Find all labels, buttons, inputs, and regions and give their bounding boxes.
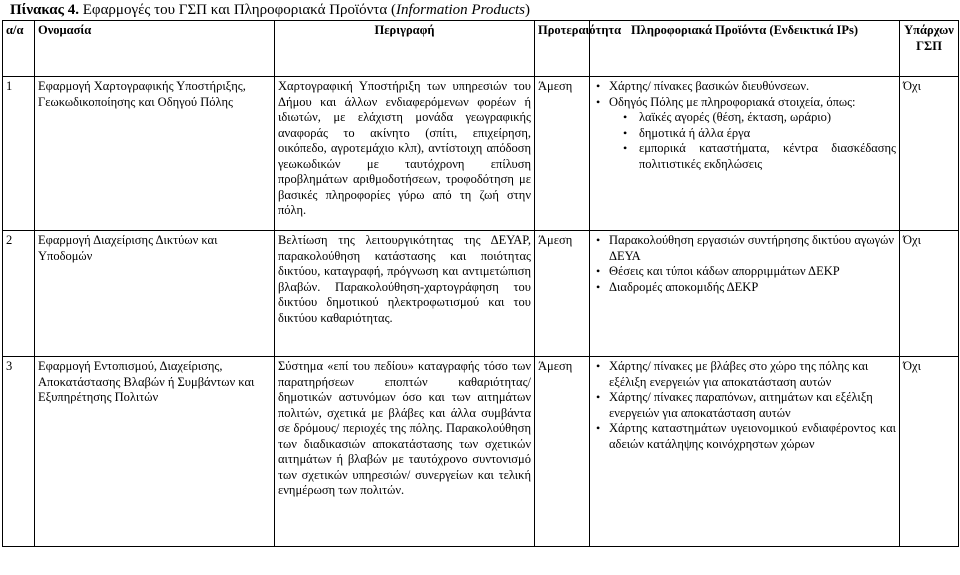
product-item: • Διαδρομές αποκομιδής ΔΕΚΡ [609,280,896,296]
product-subitem: • δημοτικά ή άλλα έργα [639,126,896,142]
priority-value: Άμεση [535,77,590,231]
priority-value: Άμεση [535,231,590,357]
application-name: Εφαρμογή Χαρτογραφικής Υποστήριξης, Γεωκωδικοποίησης και Οδηγού Πόλης [35,77,275,231]
caption-text: Εφαρμογές του ΓΣΠ και Πληροφοριακά Προϊόντα ( [79,2,396,18]
header-products: Πληροφοριακά Προϊόντα (Ενδεικτικά IPs) [590,21,900,77]
product-item: • Θέσεις και τύποι κάδων απορριμμάτων ΔΕΚΡ [609,264,896,280]
product-item-text: Οδηγός Πόλης με πληροφοριακά στοιχεία, όπως: [609,94,856,109]
information-products [590,231,900,357]
product-item: • Χάρτης/ πίνακες με βλάβες στο χώρο της πόλης και εξέλιξη ενεργειών για αποκατάσταση αυτών [609,359,896,390]
product-item: • Χάρτης/ πίνακες βασικών διευθύνσεων. [609,79,896,95]
header-existing: Υπάρχων ΓΣΠ [900,21,959,77]
existing-gis-value: Όχι [900,231,959,357]
caption-italic: Information Products [395,2,526,18]
row-number: 1 [3,77,35,231]
row-number: 2 [3,231,35,357]
existing-gis-value: Όχι [900,357,959,547]
application-description: Βελτίωση της λειτουργικότητας της ΔΕΥΑΡ, παρακολούθηση κατάστασης και ποιότητας δικτύου, καταγραφή, πρόγνωση και αντιμετώπιση βλαβών. Παρακολούθηση-χαρτογράφηση του δικτύου δημοτικού ηλεκτροφωτισμού και του δικτύου καθαριότητας. [275,231,535,357]
product-subitem: • εμπορικά καταστήματα, κέντρα διασκέδασης πολιτιστικές εκδηλώσεις [639,141,896,172]
applications-table [2,20,959,547]
product-subitem: • λαϊκές αγορές (θέση, έκταση, ωράριο) [639,110,896,126]
header-priority: Προτεραιότητα [535,21,590,77]
table-row [3,77,959,231]
header-num: α/α [3,21,35,77]
header-name: Ονομασία [35,21,275,77]
product-item: • Χάρτης καταστημάτων υγειονομικού ενδιαφέροντος και αδειών κατάληψης κοινόχρηστων χώρων [609,421,896,452]
caption-close: ) [525,2,531,18]
information-products [590,77,900,231]
information-products [590,357,900,547]
application-name: Εφαρμογή Διαχείρισης Δικτύων και Υποδομών [35,231,275,357]
row-number: 3 [3,357,35,547]
table-row [3,231,959,357]
caption-label: Πίνακας 4. [10,2,79,18]
header-description: Περιγραφή [275,21,535,77]
header-row [3,21,959,77]
product-item: • Παρακολούθηση εργασιών συντήρησης δικτύου αγωγών ΔΕΥΑ [609,233,896,264]
product-item: • Χάρτης/ πίνακες παραπόνων, αιτημάτων και εξέλιξη ενεργειών για αποκατάσταση αυτών [609,390,896,421]
application-description: Χαρτογραφική Υποστήριξη των υπηρεσιών του Δήμου και άλλων ενδιαφερόμενων φορέων ή ιδιωτών, με ελάχιστη μονάδα γεωγραφικής αναφοράς το ακίνητο (σπίτι, επιχείρηση, οικόπεδο, αγροτεμάχιο κλπ), αντίστοιχη απόδοση γεωκωδικών με ταυτόχρονη επίλυση προβλημάτων αριθμοδοτήσεων, τροφοδότηση με βασικές πληροφορίες γύρω από τη ζωή στην πόλη. [275,77,535,231]
table-caption [10,2,530,19]
application-description: Σύστημα «επί του πεδίου» καταγραφής τόσο των παρατηρήσεων εποπτών καθαριότητας/ δημοτικών αστυνόμων όσο και των αιτημάτων πολιτών, σχετικά με βλάβες και άλλα συμβάντα σε δρόμους/ περιοχές της πόλης. Παρακολούθηση των διαδικασιών αποκατάστασης των σχετικών αιτημάτων ή βλαβών με ταυτόχρονο συντονισμό των σχετικών υπηρεσιών/ συνεργείων και τελική ενημέρωση των πολιτών. [275,357,535,547]
product-item [609,95,896,173]
application-name: Εφαρμογή Εντοπισμού, Διαχείρισης, Αποκατάστασης Βλαβών ή Συμβάντων και Εξυπηρέτησης Πολιτών [35,357,275,547]
table-row [3,357,959,547]
priority-value: Άμεση [535,357,590,547]
existing-gis-value: Όχι [900,77,959,231]
